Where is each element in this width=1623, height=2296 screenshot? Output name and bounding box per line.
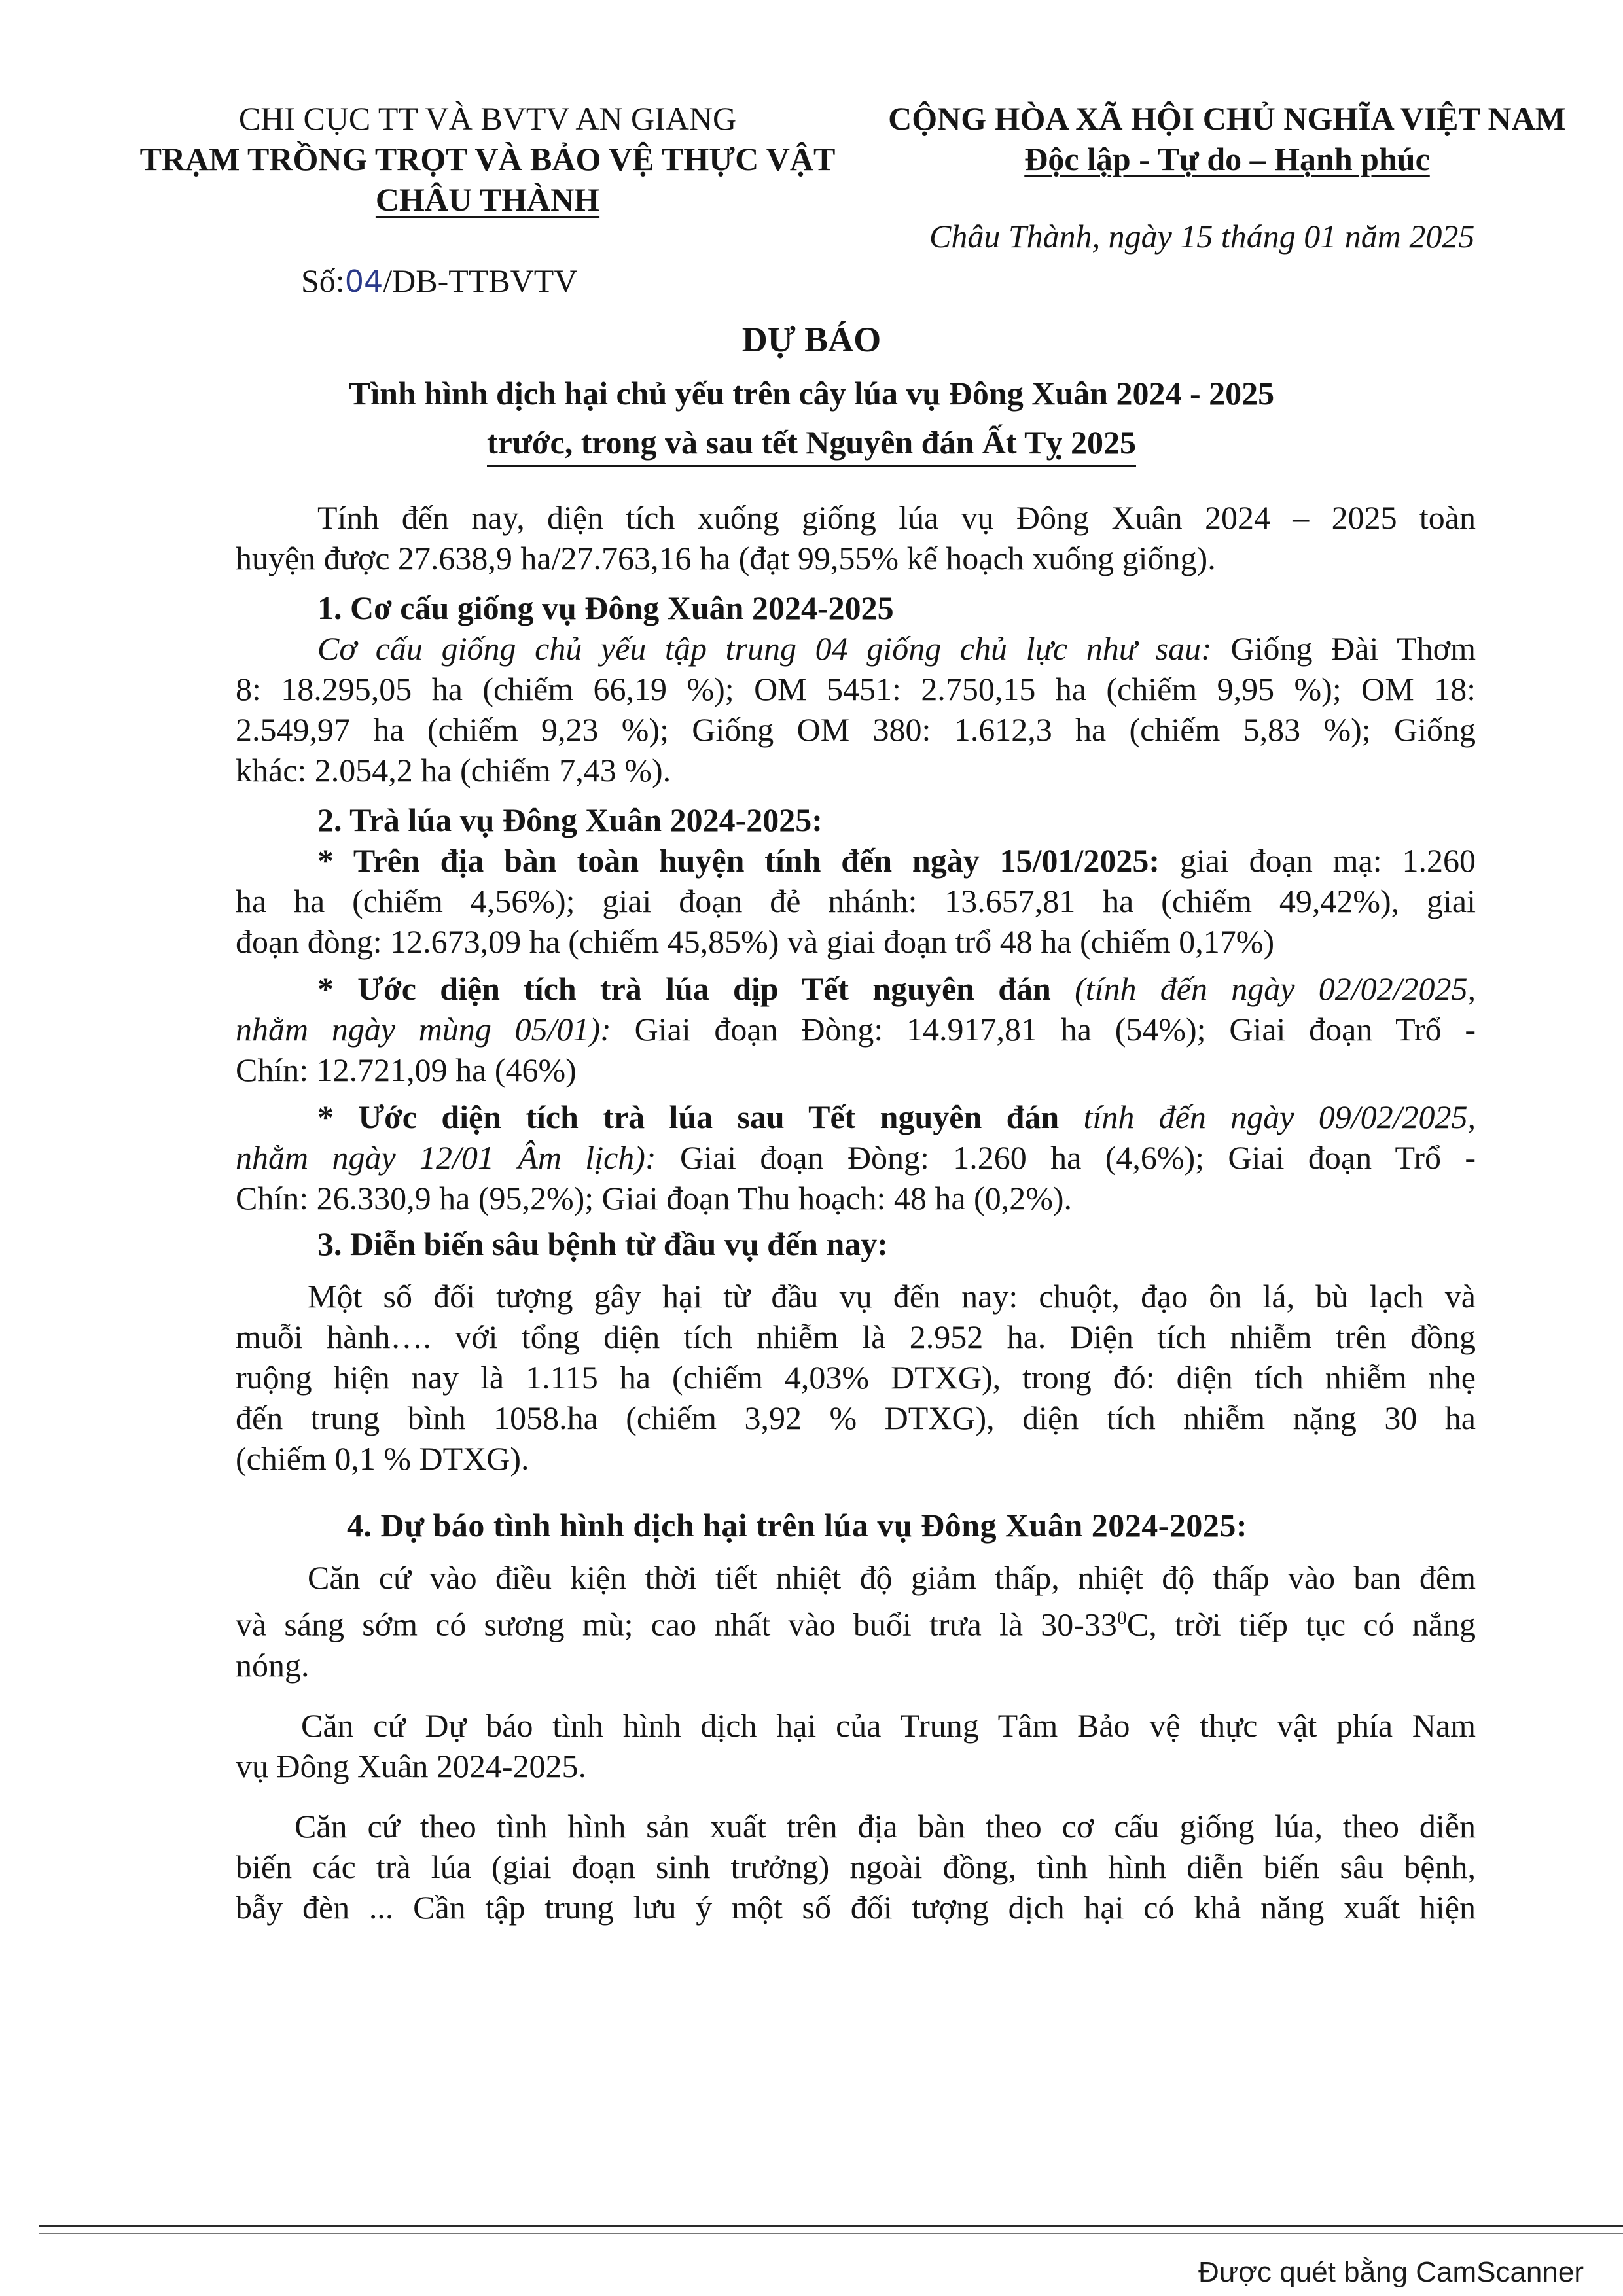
section-2-p2-line-2-rest: Giai đoạn Đòng: 14.917,81 ha (54%); Giai đoạn Trổ -: [611, 1011, 1476, 1048]
section-4-p2-line-2: vụ Đông Xuân 2024-2025.: [236, 1747, 587, 1784]
section-4-p3-line-3: bẫy đèn ... Cần tập trung lưu ý một số đối tượng dịch hại có khả năng xuất hiện: [236, 1888, 1476, 1926]
footer-rule-secondary: [39, 2233, 1623, 2234]
agency-parent: CHI CỤC TT VÀ BVTV AN GIANG: [238, 100, 737, 137]
doc-subtitle-1: Tình hình dịch hại chủ yếu trên cây lúa vụ Đông Xuân 2024 - 2025: [348, 375, 1275, 412]
section-2-p2-line-2-italic: nhằm ngày mùng 05/01):: [236, 1011, 611, 1048]
section-1-line-1: [236, 628, 1476, 669]
section-2-p3-line-2-rest: Giai đoạn Đòng: 1.260 ha (4,6%); Giai đoạn Trổ -: [656, 1139, 1476, 1176]
section-4-p1-line-2-a: và sáng sớm có sương mù; cao nhất vào buổi trưa là 30-33: [236, 1606, 1117, 1643]
section-3-line-3: ruộng hiện nay là 1.115 ha (chiếm 4,03% DTXG), trong đó: diện tích nhiễm nhẹ: [236, 1359, 1476, 1396]
doc-title: DỰ BÁO: [741, 320, 882, 359]
nation-name: CỘNG HÒA XÃ HỘI CHỦ NGHĨA VIỆT NAM: [888, 100, 1566, 137]
section-3-heading: 3. Diễn biến sâu bệnh từ đầu vụ đến nay:: [317, 1226, 888, 1262]
section-1-line-2: 8: 18.295,05 ha (chiếm 66,19 %); OM 5451: 2.750,15 ha (chiếm 9,95 %); OM 18:: [236, 671, 1476, 707]
doc-number-suffix: /DB-TTBVTV: [383, 262, 578, 299]
section-1-line-4: khác: 2.054,2 ha (chiếm 7,43 %).: [236, 752, 671, 788]
scanner-watermark: Được quét bằng CamScanner: [1198, 2256, 1584, 2288]
section-2-p1-lead: * Trên địa bàn toàn huyện tính đến ngày 15/01/2025:: [317, 842, 1160, 879]
document-body: [236, 497, 1476, 1928]
doc-subtitle-2: [0, 422, 1623, 463]
section-4-p1-line-3: nóng.: [236, 1646, 310, 1684]
doc-subtitle-2-text: trước, trong và sau tết Nguyên đán Ất Tỵ 2025: [487, 424, 1136, 467]
doc-number-handwritten: 04: [344, 264, 383, 299]
section-2-p3-line-2-italic: nhằm ngày 12/01 Âm lịch):: [236, 1139, 656, 1176]
section-3-line-2: muỗi hành…. với tổng diện tích nhiễm là 2.952 ha. Diện tích nhiễm trên đồng: [236, 1318, 1476, 1355]
degree-superscript: 0: [1116, 1607, 1127, 1629]
section-2-heading: 2. Trà lúa vụ Đông Xuân 2024-2025:: [317, 802, 823, 838]
section-2-p1-rest: giai đoạn mạ: 1.260: [1160, 842, 1476, 879]
section-2-p2-line-1: [236, 968, 1476, 1009]
section-4-p1-line-2: [236, 1598, 1476, 1645]
issue-date: Châu Thành, ngày 15 tháng 01 năm 2025: [929, 218, 1475, 255]
section-2-p2-italic: (tính đến ngày 02/02/2025,: [1050, 970, 1476, 1007]
section-1-intro-rest: Giống Đài Thơm: [1211, 630, 1476, 667]
agency-block: [124, 98, 851, 220]
section-2-p1-line-2: ha ha (chiếm 4,56%); giai đoạn đẻ nhánh: 13.657,81 ha (chiếm 49,42%), giai: [236, 883, 1476, 919]
section-2-p3-italic: tính đến ngày 09/02/2025,: [1059, 1099, 1476, 1135]
section-1-heading: 1. Cơ cấu giống vụ Đông Xuân 2024-2025: [317, 590, 894, 626]
doc-number-prefix: Số:: [301, 262, 345, 299]
section-2-p2-line-3: Chín: 12.721,09 ha (46%): [236, 1051, 577, 1088]
section-2-p3-line-2: [236, 1137, 1476, 1178]
section-4-p3-line-1: Căn cứ theo tình hình sản xuất trên địa bàn theo cơ cấu giống lúa, theo diễn: [294, 1807, 1476, 1845]
section-3-line-5: (chiếm 0,1 % DTXG).: [236, 1440, 529, 1477]
national-header: [857, 98, 1597, 179]
section-3-line-1: Một số đối tượng gây hại từ đầu vụ đến nay: chuột, đạo ôn lá, bù lạch và: [308, 1278, 1476, 1315]
section-4-heading: 4. Dự báo tình hình dịch hại trên lúa vụ Đông Xuân 2024-2025:: [347, 1507, 1248, 1544]
section-4-p1-line-1: Căn cứ vào điều kiện thời tiết nhiệt độ giảm thấp, nhiệt độ thấp vào ban đêm: [308, 1559, 1476, 1596]
section-4-p3-line-2: biến các trà lúa (giai đoạn sinh trưởng) ngoài đồng, tình hình diễn biến sâu bệnh,: [236, 1848, 1476, 1885]
intro-line-2: huyện được 27.638,9 ha/27.763,16 ha (đạt 99,55% kế hoạch xuống giống).: [236, 540, 1216, 576]
section-2-p2-line-2: [236, 1009, 1476, 1050]
section-4-p1-line-2-b: C, trời tiếp tục có nắng: [1126, 1606, 1476, 1643]
intro-line-1: Tính đến nay, diện tích xuống giống lúa vụ Đông Xuân 2024 – 2025 toàn: [317, 499, 1476, 536]
section-2-p3-line-1: [236, 1097, 1476, 1137]
agency-name: TRẠM TRỒNG TRỌT VÀ BẢO VỆ THỰC VẬT: [139, 141, 836, 177]
agency-location: CHÂU THÀNH: [375, 181, 600, 218]
national-motto: Độc lập - Tự do – Hạnh phúc: [1024, 141, 1430, 177]
section-2-p2-lead: * Ước diện tích trà lúa dịp Tết nguyên đán: [317, 970, 1051, 1007]
document-number: [301, 260, 577, 302]
section-2-p3-line-3: Chín: 26.330,9 ha (95,2%); Giai đoạn Thu hoạch: 48 ha (0,2%).: [236, 1180, 1073, 1216]
section-4-p2-line-1: Căn cứ Dự báo tình hình dịch hại của Trung Tâm Bảo vệ thực vật phía Nam: [301, 1706, 1476, 1744]
section-2-p1-line-3: đoạn đòng: 12.673,09 ha (chiếm 45,85%) và giai đoạn trổ 48 ha (chiếm 0,17%): [236, 923, 1275, 960]
section-2-p1-line-1: [236, 840, 1476, 881]
section-1-intro-italic: Cơ cấu giống chủ yếu tập trung 04 giống chủ lực như sau:: [317, 630, 1212, 667]
section-3-line-4: đến trung bình 1058.ha (chiếm 3,92 % DTXG), diện tích nhiễm nặng 30 ha: [236, 1400, 1476, 1436]
section-2-p3-lead: * Ước diện tích trà lúa sau Tết nguyên đán: [317, 1099, 1060, 1135]
section-1-line-3: 2.549,97 ha (chiếm 9,23 %); Giống OM 380: 1.612,3 ha (chiếm 5,83 %); Giống: [236, 711, 1476, 748]
footer-rule: [39, 2225, 1623, 2227]
